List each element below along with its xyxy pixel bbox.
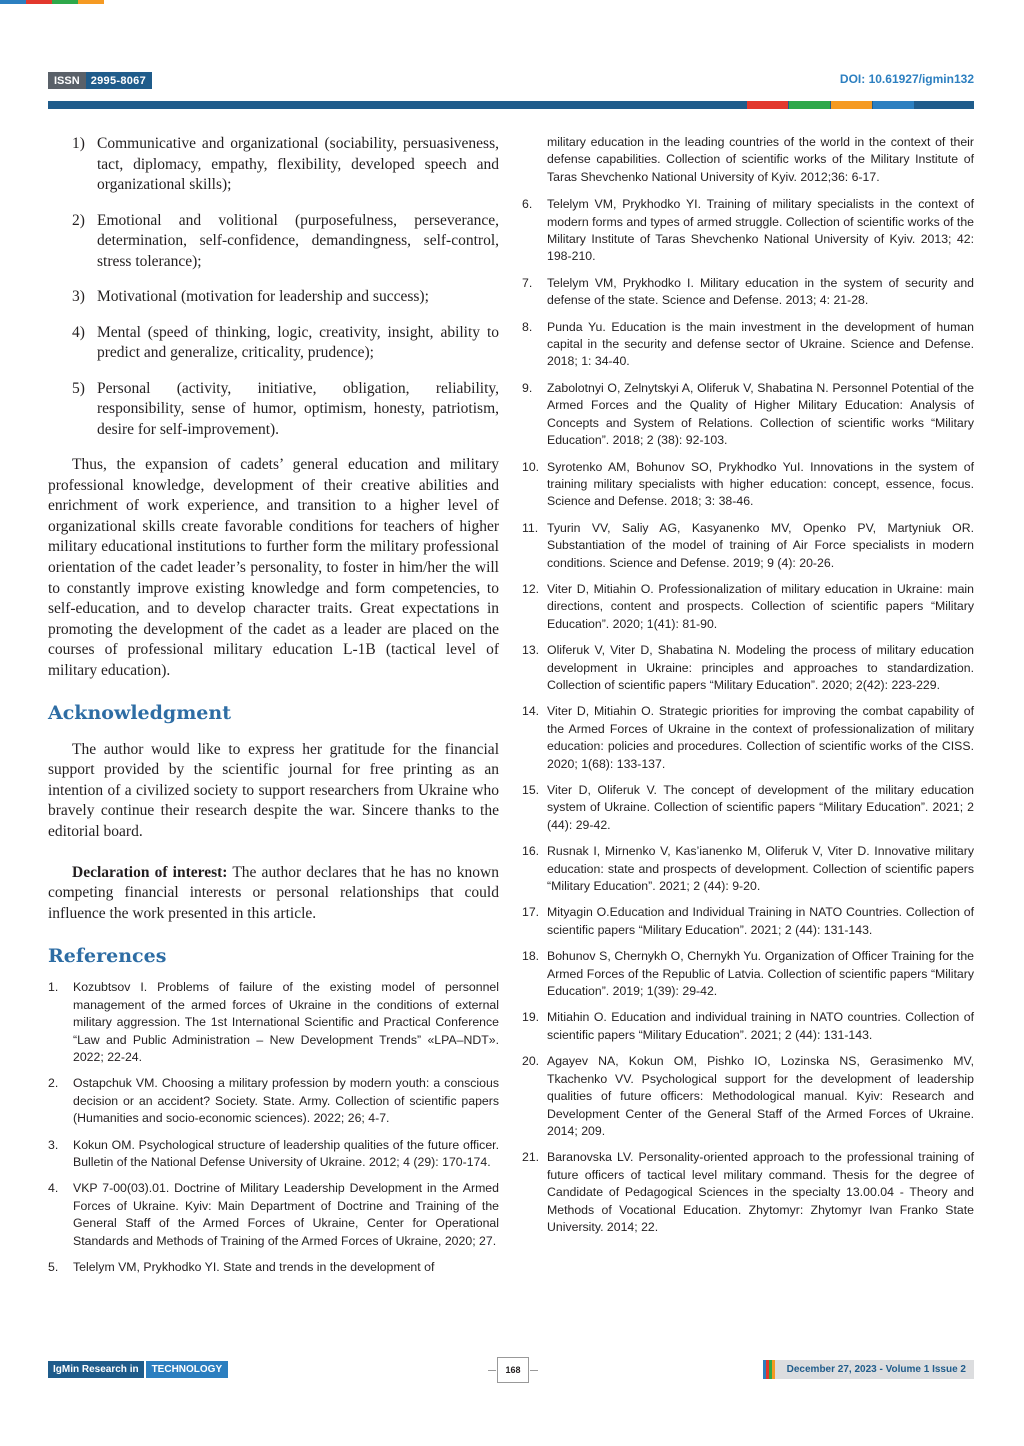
reference-item bbox=[522, 703, 974, 773]
references-list-right bbox=[522, 134, 974, 1236]
reference-number: 16. bbox=[522, 844, 540, 859]
reference-item bbox=[48, 1259, 499, 1276]
issue-date: December 27, 2023 - Volume 1 Issue 2 bbox=[786, 1364, 966, 1375]
reference-item bbox=[522, 1053, 974, 1140]
header-rule bbox=[48, 101, 974, 109]
page-number: 168 bbox=[497, 1357, 529, 1383]
declaration-label: Declaration of interest: bbox=[72, 863, 228, 881]
acknowledgment-text: The author would like to express her gratitude for the financial support provided by the scientific journal for free printing as an intention of a civilized society to support researchers from Ukraine who bravely continue their research despite the war. Sincere thanks to the editorial board. bbox=[48, 740, 499, 840]
skill-number: 1) bbox=[72, 135, 85, 152]
skill-item bbox=[48, 134, 499, 196]
skill-text: Emotional and volitional (purposefulness, perseverance, determination, self-confidence, demandingness, self-control, stress tolerance); bbox=[97, 211, 499, 270]
reference-number: 3. bbox=[48, 1137, 59, 1152]
references-heading: References bbox=[48, 945, 167, 968]
reference-item bbox=[522, 904, 974, 939]
reference-text: Viter D, Oliferuk V. The concept of development of the military education system of Ukraine. Collection of scientific papers “Military Education”. 2021; 2 (44): 29-42. bbox=[547, 783, 974, 832]
reference-item bbox=[522, 1009, 974, 1044]
reference-item bbox=[522, 843, 974, 895]
reference-number: 15. bbox=[522, 783, 540, 797]
reference-continuation: military education in the leading countries of the world in the context of their defense capabilities. Collection of scientific works of the Military Institute of Taras Shevchenko National University of Kyiv. 2012;36: 6-17. bbox=[547, 135, 974, 184]
reference-item bbox=[48, 1137, 499, 1172]
skill-number: 5) bbox=[72, 379, 85, 397]
top-color-bar bbox=[0, 0, 104, 4]
reference-text: Agayev NA, Kokun OM, Pishko IO, Lozinska NS, Gerasimenko MV, Tkachenko VV. Psychological support for the development of leadership qualities of future officers: Methodological manual. Kyiv: Research and Development Center of the General Staff of the Armed Forces of Ukraine. 2014; 209. bbox=[547, 1054, 974, 1138]
skill-item bbox=[48, 287, 499, 308]
reference-number: 8. bbox=[522, 319, 533, 334]
reference-number: 1. bbox=[48, 980, 59, 995]
reference-text: Rusnak I, Mirnenko V, Kas’ianenko M, Oliferuk V, Viter D. Innovative military education: state and prospects of development. Collection of scientific papers “Military Education”. 2021; 2 (44): 9-20. bbox=[547, 844, 974, 894]
acknowledgment-heading: Acknowledgment bbox=[48, 701, 231, 724]
skill-text: Motivational (motivation for leadership and success); bbox=[97, 288, 429, 305]
reference-item bbox=[48, 979, 499, 1066]
reference-number: 13. bbox=[522, 643, 540, 658]
right-column bbox=[522, 134, 974, 1245]
reference-number: 12. bbox=[522, 581, 540, 596]
skill-text: Mental (speed of thinking, logic, creativity, insight, ability to predict and generalize, criticality, prudence); bbox=[97, 323, 499, 361]
reference-number: 9. bbox=[522, 380, 533, 395]
declaration-text: The author declares that he has no known competing financial interests or personal relationships that could influence the work presented in this article. bbox=[48, 863, 499, 922]
reference-text: Mityagin O.Education and Individual Training in NATO Countries. Collection of scientific papers “Military Education”. 2021; 2 (44): 131-143. bbox=[547, 905, 974, 937]
references-list-left bbox=[48, 979, 499, 1276]
reference-number: 5. bbox=[48, 1259, 59, 1274]
reference-text: VKP 7-00(03).01. Doctrine of Military Leadership Development in the Armed Forces of Ukraine. Kyiv: Main Department of Doctrine and Training of the General Staff of the Armed Forces of Ukraine, Center for Operational Standards and Methods of Training of the Armed Forces of Ukraine, 2020; 27. bbox=[73, 1181, 499, 1248]
reference-number: 21. bbox=[522, 1150, 540, 1165]
reference-number: 11. bbox=[522, 520, 539, 535]
issn-label: ISSN bbox=[48, 72, 86, 89]
reference-text: Telelym VM, Prykhodko YI. State and trends in the development of bbox=[73, 1259, 435, 1274]
reference-text: Kokun OM. Psychological structure of leadership qualities of the future officer. Bulletin of the National Defense University of Ukraine. 2012; 4 (29): 170-174. bbox=[73, 1137, 499, 1169]
reference-item bbox=[522, 196, 974, 266]
skill-text: Personal (activity, initiative, obligation, reliability, responsibility, sense of humor, optimism, honesty, patriotism, desire for self-improvement). bbox=[97, 379, 499, 438]
skill-number: 2) bbox=[72, 211, 85, 229]
reference-number: 6. bbox=[522, 197, 533, 212]
reference-text: Baranovska LV. Personality-oriented approach to the professional training of future officers of tactical level military command. Thesis for the degree of Candidate of Pedagogical Sciences in the specialty 13.00.04 - Theory and Methods of Vocational Education. Zhytomyr: Zhytomyr Ivan Franko State University. 2014; 22. bbox=[547, 1150, 974, 1234]
skill-item bbox=[48, 379, 499, 441]
issue-badge bbox=[763, 1360, 974, 1379]
reference-text: Oliferuk V, Viter D, Shabatina N. Modeling the process of military education development in Ukraine: principles and approaches to standardization. Collection of scientific papers “Military Education”. 2020; 2(42): 223-229. bbox=[547, 643, 974, 692]
reference-text: Viter D, Mitiahin O. Strategic priorities for improving the combat capability of the Armed Forces of Ukraine in the context of professionalization of military education: policies and procedures. Collection of scientific works of the CISS. 2020; 1(68): 133-137. bbox=[547, 704, 974, 771]
reference-number: 14. bbox=[522, 704, 540, 719]
skill-number: 4) bbox=[72, 323, 85, 341]
reference-text: Kozubtsov I. Problems of failure of the existing model of personnel management of the armed forces of Ukraine in the conditions of external military aggression. The 1st International Scientific and Practical Conference “Law and Public Administration – New Development Trends” «LPA–NDT». 2022; 22-24. bbox=[73, 980, 499, 1064]
reference-item bbox=[48, 1180, 499, 1250]
reference-text: Tyurin VV, Saliy AG, Kasyanenko MV, Openko PV, Martyniuk OR. Substantiation of the model of training of Air Force specialists in modern conditions. Science and Defense. 2019; 9 (4): 20-26. bbox=[547, 520, 974, 570]
skill-item bbox=[48, 211, 499, 273]
left-column bbox=[48, 134, 499, 1285]
reference-number: 19. bbox=[522, 1010, 540, 1025]
reference-number: 17. bbox=[522, 905, 540, 920]
reference-item bbox=[522, 380, 974, 450]
issn-badge bbox=[48, 72, 152, 89]
skill-number: 3) bbox=[72, 288, 85, 305]
reference-number: 7. bbox=[522, 275, 533, 290]
reference-item bbox=[48, 1075, 499, 1127]
journal-badge bbox=[48, 1361, 228, 1378]
declaration-paragraph bbox=[48, 863, 499, 925]
reference-text: Bohunov S, Chernykh O, Chernykh Yu. Organization of Officer Training for the Armed Forces of the Republic of Latvia. Collection of scientific papers “Military Education”. 2019; 1(39): 29-42. bbox=[547, 949, 974, 999]
skill-item bbox=[48, 323, 499, 364]
journal-prefix: IgMin Research in bbox=[48, 1361, 144, 1378]
reference-item bbox=[522, 459, 974, 511]
reference-number: 2. bbox=[48, 1076, 59, 1091]
reference-text: Zabolotnyi O, Zelnytskyi A, Oliferuk V, Shabatina N. Personnel Potential of the Armed Forces and the Quality of Higher Military Education: Analysis of Concepts and System of Relations. Collection of scientific works “Military Education”. 2018; 2 (38): 92-103. bbox=[547, 380, 974, 448]
reference-item bbox=[522, 520, 974, 572]
reference-text: Punda Yu. Education is the main investment in the development of human capital in the security and defense sector of Ukraine. Science and Defense. 2018; 1: 34-40. bbox=[547, 319, 974, 369]
reference-text: Viter D, Mitiahin O. Professionalization of military education in Ukraine: main directions, content and prospects. Collection of scientific papers “Military Education”. 2020; 1(41): 81-90. bbox=[547, 581, 974, 631]
skills-list bbox=[48, 134, 499, 440]
doi-link[interactable]: DOI: 10.61927/igmin132 bbox=[839, 72, 974, 86]
reference-number: 4. bbox=[48, 1181, 59, 1196]
reference-text: Telelym VM, Prykhodko I. Military education in the system of security and defense of the state. Science and Defense. 2013; 4: 21-28. bbox=[547, 275, 974, 308]
conclusion-paragraph: Thus, the expansion of cadets’ general education and military professional knowledge, development of their creative abilities and enrichment of work experience, and transition to a higher level of organizational skills create favorable conditions for teachers of higher military educational institutions to further form the military professional orientation of the cadet leader’s personality, to foster in him/her the will to constantly improve existing knowledge and form competencies, to self-education, and to develop character traits. Great expectations in promoting the development of the cadet as a leader are placed on the courses of professional military education L-1B (tactical level of military education). bbox=[48, 456, 499, 679]
journal-section: TECHNOLOGY bbox=[144, 1361, 229, 1378]
reference-item bbox=[522, 581, 974, 633]
reference-text: Mitiahin O. Education and individual training in NATO countries. Collection of scientific papers “Military Education”. 2021; 2 (44): 131-143. bbox=[547, 1010, 974, 1042]
reference-number: 20. bbox=[522, 1054, 540, 1069]
reference-number: 18. bbox=[522, 949, 540, 964]
reference-text: Ostapchuk VM. Choosing a military profession by modern youth: a conscious decision or an accident? Society. State. Army. Collection of scientific papers (Humanities and socio-economic sciences). 2022; 26; 4-7. bbox=[73, 1076, 499, 1126]
reference-text: Syrotenko AM, Bohunov SO, Prykhodko YuI. Innovations in the system of training military specialists with higher education: concept, essence, focus. Science and Defense. 2018; 3: 38-46. bbox=[547, 459, 974, 509]
reference-item bbox=[522, 1149, 974, 1236]
reference-item bbox=[522, 319, 974, 371]
reference-item bbox=[522, 782, 974, 834]
reference-item bbox=[522, 948, 974, 1000]
reference-text: Telelym VM, Prykhodko YI. Training of military specialists in the context of modern forms and types of armed struggle. Collection of scientific works of the Military Institute of Taras Shevchenko National University of Kyiv. 2013; 42: 198-210. bbox=[547, 197, 974, 264]
reference-item bbox=[522, 642, 974, 694]
color-bars-icon bbox=[763, 1360, 775, 1379]
issn-value: 2995-8067 bbox=[86, 72, 152, 89]
reference-number: 10. bbox=[522, 459, 540, 474]
reference-item bbox=[522, 275, 974, 310]
skill-text: Communicative and organizational (sociability, persuasiveness, tact, diplomacy, empathy, flexibility, developed speech and organizational skills); bbox=[97, 135, 499, 193]
